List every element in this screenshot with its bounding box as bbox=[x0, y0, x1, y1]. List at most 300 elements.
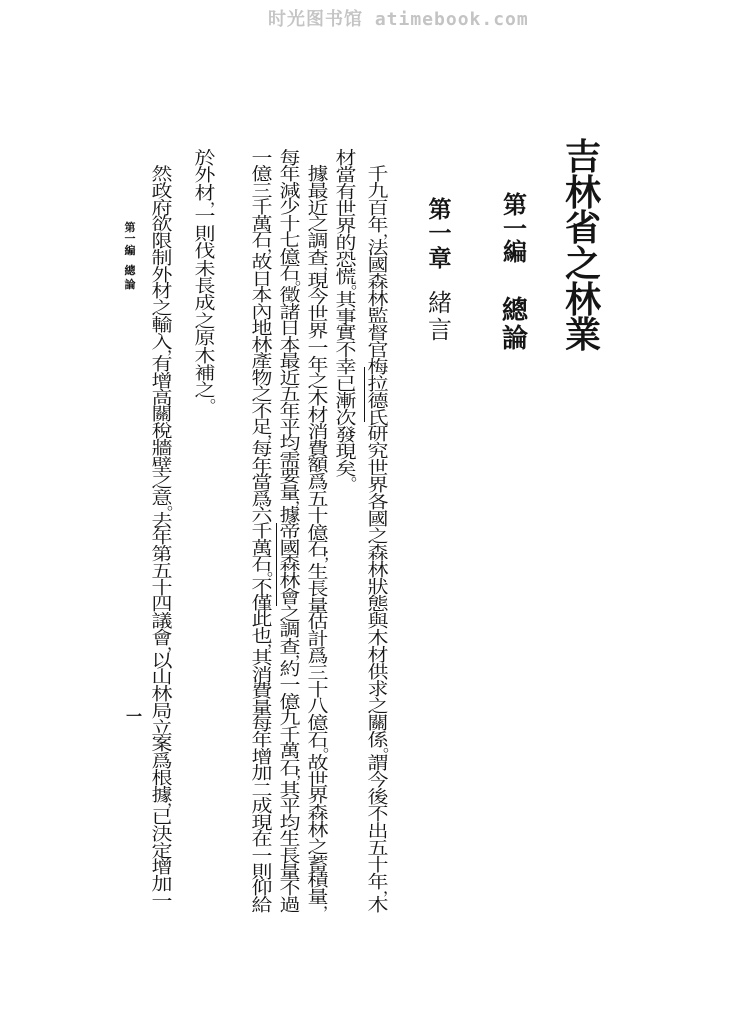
text-glyph: 德 bbox=[367, 390, 389, 412]
text-glyph: 年 bbox=[151, 526, 173, 549]
text-glyph: 加 bbox=[251, 762, 273, 784]
text-glyph: 當 bbox=[335, 164, 357, 186]
text-glyph: 據 bbox=[279, 504, 301, 526]
text-glyph: 態 bbox=[367, 593, 389, 615]
text-glyph: 三 bbox=[307, 662, 329, 684]
text-glyph: 爲 bbox=[307, 471, 329, 493]
text-glyph: 億 bbox=[307, 522, 329, 544]
punctuation-glyph: ， bbox=[166, 337, 183, 357]
text-glyph: 量 bbox=[307, 886, 329, 908]
text-glyph: 研 bbox=[367, 423, 389, 446]
text-glyph: 帝 bbox=[279, 520, 301, 543]
text-glyph: 實 bbox=[335, 322, 357, 345]
text-glyph: 已 bbox=[151, 806, 173, 828]
text-glyph: 界 bbox=[335, 215, 357, 237]
text-glyph: 一 bbox=[151, 890, 173, 912]
text-glyph: 界 bbox=[367, 474, 389, 496]
text-glyph: 仰 bbox=[251, 877, 273, 900]
body-column-5 bbox=[249, 147, 283, 916]
text-glyph: 千 bbox=[251, 520, 273, 543]
text-glyph: 爲 bbox=[307, 645, 329, 667]
text-glyph: 額 bbox=[307, 454, 329, 477]
text-glyph: 量 bbox=[307, 595, 329, 617]
text-glyph: 年 bbox=[251, 455, 273, 477]
text-glyph: 之 bbox=[307, 213, 329, 235]
text-glyph: 增 bbox=[251, 746, 273, 768]
text-glyph: 定 bbox=[151, 840, 173, 862]
chapter-title bbox=[425, 290, 455, 343]
text-glyph: 一 bbox=[307, 337, 329, 359]
text-glyph: 局 bbox=[151, 700, 173, 722]
text-glyph: 制 bbox=[151, 247, 173, 269]
text-glyph: 減 bbox=[279, 180, 301, 202]
text-glyph: 其 bbox=[251, 647, 273, 669]
text-glyph: 百 bbox=[367, 197, 389, 219]
text-glyph: 壁 bbox=[151, 454, 173, 476]
text-glyph: 據 bbox=[151, 784, 173, 806]
text-glyph: 輸 bbox=[151, 314, 173, 336]
text-glyph: 本 bbox=[251, 284, 273, 306]
text-glyph: 爲 bbox=[251, 488, 273, 510]
text-glyph: 論 bbox=[124, 277, 136, 291]
text-glyph: 一 bbox=[279, 674, 301, 696]
text-glyph: 府 bbox=[151, 196, 173, 219]
text-glyph: 幸 bbox=[335, 356, 357, 378]
text-glyph: 根 bbox=[151, 767, 173, 789]
text-glyph: 量 bbox=[279, 482, 301, 504]
text-glyph: 需 bbox=[279, 449, 301, 471]
text-glyph: 有 bbox=[335, 181, 357, 203]
text-glyph: 一 bbox=[251, 845, 273, 867]
text-glyph: 五 bbox=[151, 560, 173, 582]
text-glyph: 年 bbox=[279, 400, 301, 422]
text-glyph: 總 bbox=[124, 264, 136, 277]
text-glyph: 業 bbox=[564, 314, 601, 357]
punctuation-glyph: ； bbox=[322, 545, 339, 565]
text-glyph: 供 bbox=[367, 661, 389, 683]
text-glyph: 一 bbox=[124, 232, 136, 246]
text-glyph: 消 bbox=[251, 664, 273, 686]
text-glyph: 查 bbox=[307, 247, 329, 269]
text-glyph: 查 bbox=[279, 636, 301, 658]
text-glyph: 爲 bbox=[151, 750, 173, 772]
text-glyph: 國 bbox=[367, 508, 389, 530]
text-glyph: 僅 bbox=[251, 592, 273, 614]
text-glyph: 生 bbox=[307, 561, 329, 583]
running-header-part bbox=[122, 222, 138, 256]
text-glyph: 會 bbox=[151, 627, 173, 649]
body-column-6 bbox=[192, 147, 226, 406]
text-glyph: 原 bbox=[194, 327, 216, 349]
text-glyph: 國 bbox=[279, 537, 301, 559]
text-glyph: 則 bbox=[194, 223, 216, 245]
punctuation-glyph: ， bbox=[209, 189, 226, 209]
text-glyph: 林 bbox=[367, 288, 389, 310]
text-glyph: 也 bbox=[251, 625, 273, 647]
punctuation-glyph: 。 bbox=[350, 465, 367, 485]
text-glyph: 之 bbox=[367, 695, 389, 717]
text-glyph: 省 bbox=[564, 207, 601, 250]
text-glyph: 有 bbox=[151, 353, 173, 375]
text-glyph: 林 bbox=[151, 683, 173, 705]
text-glyph: 伐 bbox=[194, 240, 216, 262]
text-glyph: 世 bbox=[307, 303, 329, 325]
text-glyph: 均 bbox=[279, 432, 301, 455]
text-glyph: 緒 bbox=[428, 289, 452, 317]
text-glyph: 梅 bbox=[367, 356, 389, 378]
text-glyph: 石 bbox=[251, 553, 273, 575]
text-glyph: 石 bbox=[279, 262, 301, 284]
text-glyph: 石 bbox=[279, 757, 301, 779]
text-glyph: 一 bbox=[194, 205, 216, 227]
text-glyph: 每 bbox=[251, 438, 273, 460]
text-glyph: 平 bbox=[279, 416, 301, 438]
text-glyph: 不 bbox=[367, 803, 389, 825]
text-glyph: 拉 bbox=[367, 373, 389, 395]
text-glyph: 矣 bbox=[335, 458, 357, 480]
text-glyph: 十 bbox=[307, 505, 329, 527]
text-glyph: 計 bbox=[307, 628, 329, 650]
part-title bbox=[499, 298, 531, 353]
body-column-2 bbox=[333, 147, 367, 485]
text-glyph: 一 bbox=[503, 213, 527, 243]
text-glyph: 內 bbox=[251, 301, 273, 323]
text-glyph: 加 bbox=[151, 873, 173, 895]
text-glyph: 量 bbox=[251, 696, 273, 719]
punctuation-glyph: ， bbox=[266, 422, 283, 442]
text-glyph: 增 bbox=[151, 370, 173, 392]
text-glyph: 會 bbox=[279, 586, 301, 608]
text-glyph: 過 bbox=[279, 894, 301, 916]
text-glyph: 現 bbox=[335, 441, 357, 463]
text-glyph: 林 bbox=[307, 819, 329, 841]
text-glyph: 之 bbox=[151, 470, 173, 492]
part-number bbox=[499, 190, 531, 267]
text-glyph: 年 bbox=[367, 871, 389, 893]
text-glyph: 關 bbox=[367, 712, 389, 734]
text-glyph: 五 bbox=[279, 383, 301, 405]
text-glyph: 欲 bbox=[151, 213, 173, 235]
text-glyph: 徵 bbox=[279, 284, 301, 306]
punctuation-glyph: ， bbox=[294, 642, 311, 662]
text-glyph: 九 bbox=[367, 180, 389, 202]
text-glyph: 政 bbox=[151, 180, 173, 202]
text-glyph: 調 bbox=[307, 230, 329, 252]
text-glyph: 地 bbox=[251, 317, 273, 339]
page-number: 一 bbox=[125, 707, 142, 726]
text-glyph: 之 bbox=[251, 383, 273, 405]
text-glyph: 均 bbox=[279, 812, 301, 834]
text-glyph: 出 bbox=[367, 820, 389, 842]
proper-name-mark bbox=[276, 523, 277, 606]
text-glyph: 求 bbox=[367, 678, 389, 700]
text-glyph: 森 bbox=[307, 802, 329, 824]
text-glyph: 本 bbox=[279, 334, 301, 356]
text-glyph: 平 bbox=[279, 795, 301, 817]
text-glyph: 十 bbox=[151, 577, 173, 599]
punctuation-glyph: ， bbox=[294, 488, 311, 508]
text-glyph: 石 bbox=[307, 729, 329, 751]
punctuation-glyph: ， bbox=[382, 220, 399, 240]
text-glyph: 木 bbox=[367, 893, 389, 916]
text-glyph: 界 bbox=[307, 320, 329, 342]
text-glyph: 係 bbox=[367, 729, 389, 751]
text-glyph: 國 bbox=[367, 254, 389, 276]
text-glyph: 然 bbox=[151, 163, 173, 185]
text-glyph: 木 bbox=[194, 345, 216, 367]
running-header-title bbox=[122, 264, 138, 291]
text-glyph: 年 bbox=[307, 354, 329, 376]
punctuation-glyph: ， bbox=[382, 877, 399, 897]
chapter-number bbox=[425, 198, 455, 271]
text-glyph: 之 bbox=[151, 297, 173, 319]
text-glyph: 費 bbox=[307, 438, 329, 460]
punctuation-glyph: 。 bbox=[209, 386, 226, 406]
text-glyph: 案 bbox=[151, 733, 173, 755]
text-glyph: 長 bbox=[279, 845, 301, 867]
text-glyph: 六 bbox=[251, 504, 273, 526]
text-glyph: 吉 bbox=[564, 136, 601, 178]
text-glyph: 約 bbox=[279, 658, 301, 680]
text-glyph: 狀 bbox=[367, 576, 389, 598]
text-glyph: 十 bbox=[279, 213, 301, 235]
punctuation-glyph: ， bbox=[166, 790, 183, 810]
text-glyph: 萬 bbox=[251, 537, 273, 559]
text-glyph: 已 bbox=[335, 373, 357, 395]
text-glyph: 慌 bbox=[335, 266, 357, 288]
text-glyph: 費 bbox=[251, 680, 273, 702]
proper-name-mark bbox=[364, 367, 365, 422]
text-glyph: 估 bbox=[307, 611, 329, 634]
text-glyph: 四 bbox=[151, 593, 173, 616]
text-glyph: 材 bbox=[307, 404, 329, 426]
text-glyph: 之 bbox=[194, 310, 216, 332]
text-glyph: 千 bbox=[279, 724, 301, 746]
text-glyph: 長 bbox=[194, 275, 216, 297]
text-glyph: 恐 bbox=[335, 249, 357, 271]
text-glyph: 山 bbox=[151, 666, 173, 688]
text-glyph: 一 bbox=[251, 147, 273, 169]
text-glyph: 現 bbox=[251, 812, 273, 834]
text-glyph: 年 bbox=[251, 729, 273, 751]
text-glyph: 一 bbox=[428, 220, 452, 248]
text-glyph: 日 bbox=[279, 317, 301, 339]
text-glyph: 則 bbox=[251, 861, 273, 883]
text-glyph: 萬 bbox=[251, 213, 273, 235]
text-glyph: 於 bbox=[194, 147, 216, 169]
text-glyph: 決 bbox=[151, 823, 173, 845]
text-glyph: 世 bbox=[367, 457, 389, 480]
text-glyph: 漸 bbox=[335, 390, 357, 412]
text-glyph: 次 bbox=[335, 407, 357, 429]
text-glyph: 法 bbox=[367, 237, 389, 259]
text-glyph: 論 bbox=[501, 323, 528, 354]
text-glyph: 議 bbox=[151, 610, 173, 632]
text-glyph: 章 bbox=[428, 244, 452, 272]
text-glyph: 少 bbox=[279, 196, 301, 218]
text-glyph: 以 bbox=[151, 650, 173, 672]
text-glyph: 八 bbox=[307, 695, 329, 718]
text-glyph: 之 bbox=[307, 370, 329, 393]
text-glyph: 生 bbox=[279, 828, 301, 850]
text-glyph: 十 bbox=[367, 854, 389, 876]
body-column-4 bbox=[277, 147, 311, 916]
text-glyph: 足 bbox=[251, 416, 273, 438]
text-glyph: 稅 bbox=[151, 420, 173, 442]
text-glyph: 石 bbox=[251, 229, 273, 251]
text-glyph: 消 bbox=[307, 421, 329, 443]
text-glyph: 謂 bbox=[367, 752, 389, 774]
text-glyph: 限 bbox=[151, 230, 173, 252]
text-glyph: 最 bbox=[307, 180, 329, 202]
text-glyph: 十 bbox=[307, 679, 329, 701]
text-glyph: 的 bbox=[335, 232, 357, 254]
text-glyph: 林 bbox=[251, 334, 273, 356]
text-glyph: 高 bbox=[151, 387, 173, 409]
text-glyph: 總 bbox=[501, 296, 528, 326]
text-glyph: 未 bbox=[194, 258, 216, 280]
text-glyph: 日 bbox=[251, 268, 273, 290]
text-glyph: 官 bbox=[367, 339, 389, 361]
body-column-7 bbox=[149, 163, 183, 912]
site-watermark: 时光图书馆 atimebook.com bbox=[268, 9, 529, 30]
text-glyph: 現 bbox=[307, 270, 329, 292]
punctuation-glyph: 。 bbox=[266, 559, 283, 579]
text-glyph: 之 bbox=[279, 603, 301, 625]
book-title bbox=[561, 136, 605, 357]
punctuation-glyph: 。 bbox=[382, 735, 399, 755]
text-glyph: 界 bbox=[307, 785, 329, 807]
text-glyph: 編 bbox=[503, 237, 527, 267]
text-glyph: 與 bbox=[367, 610, 389, 632]
text-glyph: 事 bbox=[335, 305, 357, 328]
text-glyph: 森 bbox=[367, 271, 389, 293]
text-glyph: 督 bbox=[367, 322, 389, 344]
text-glyph: 言 bbox=[428, 315, 452, 344]
text-glyph: 諸 bbox=[279, 301, 301, 323]
text-glyph: 氏 bbox=[367, 406, 389, 429]
text-glyph: 要 bbox=[279, 465, 301, 487]
text-glyph: 九 bbox=[279, 707, 301, 729]
text-glyph: 補 bbox=[194, 362, 216, 384]
text-glyph: 最 bbox=[279, 350, 301, 372]
text-glyph: 林 bbox=[367, 559, 389, 581]
text-glyph: 當 bbox=[251, 471, 273, 493]
text-glyph: 之 bbox=[367, 525, 389, 547]
text-glyph: 意 bbox=[151, 487, 173, 509]
text-glyph: 林 bbox=[279, 570, 301, 592]
punctuation-glyph: 。 bbox=[294, 268, 311, 288]
text-glyph: 在 bbox=[251, 828, 273, 850]
punctuation-glyph: ， bbox=[266, 631, 283, 651]
text-glyph: 第 bbox=[151, 543, 173, 565]
punctuation-glyph: ， bbox=[322, 892, 339, 912]
text-glyph: 木 bbox=[307, 387, 329, 409]
text-glyph: 調 bbox=[279, 619, 301, 641]
text-glyph: 發 bbox=[335, 424, 357, 446]
text-glyph: 不 bbox=[251, 576, 273, 598]
text-glyph: 第 bbox=[503, 190, 527, 219]
text-glyph: 材 bbox=[194, 182, 216, 204]
punctuation-glyph: 。 bbox=[322, 735, 339, 755]
text-glyph: 第 bbox=[124, 221, 136, 234]
text-glyph: 世 bbox=[307, 769, 329, 791]
body-column-1 bbox=[365, 163, 399, 916]
text-glyph: 五 bbox=[367, 837, 389, 859]
text-glyph: 長 bbox=[307, 578, 329, 600]
punctuation-glyph: ； bbox=[294, 763, 311, 783]
text-glyph: 其 bbox=[279, 779, 301, 801]
text-glyph: 之 bbox=[564, 242, 601, 285]
text-glyph: 成 bbox=[194, 292, 216, 314]
text-glyph: 後 bbox=[367, 786, 389, 808]
text-glyph: 其 bbox=[335, 289, 357, 311]
text-glyph: 給 bbox=[251, 894, 273, 916]
text-glyph: 不 bbox=[251, 400, 273, 422]
text-glyph: 七 bbox=[279, 229, 301, 251]
text-glyph: 材 bbox=[335, 147, 357, 169]
text-glyph: 每 bbox=[279, 147, 301, 169]
text-glyph: 林 bbox=[564, 171, 601, 214]
text-glyph: 億 bbox=[307, 712, 329, 734]
text-glyph: 監 bbox=[367, 305, 389, 327]
text-glyph: 據 bbox=[307, 163, 329, 185]
text-glyph: 關 bbox=[151, 403, 173, 425]
text-glyph: 產 bbox=[251, 350, 273, 372]
text-glyph: 億 bbox=[251, 163, 273, 186]
text-glyph: 近 bbox=[279, 367, 301, 389]
punctuation-glyph: 。 bbox=[350, 272, 367, 292]
punctuation-glyph: ， bbox=[322, 253, 339, 273]
text-glyph: 立 bbox=[151, 717, 173, 739]
text-glyph: 五 bbox=[307, 488, 329, 510]
text-glyph: 石 bbox=[307, 538, 329, 561]
text-glyph: 森 bbox=[279, 553, 301, 575]
text-glyph: 二 bbox=[251, 779, 273, 801]
text-glyph: 森 bbox=[367, 542, 389, 564]
text-glyph: 量 bbox=[279, 861, 301, 883]
text-glyph: 故 bbox=[307, 752, 329, 774]
text-glyph: 億 bbox=[279, 246, 301, 268]
text-glyph: 去 bbox=[151, 510, 173, 532]
text-glyph: 此 bbox=[251, 608, 273, 631]
text-glyph: 今 bbox=[367, 769, 389, 791]
text-glyph: 不 bbox=[335, 339, 357, 362]
text-glyph: 萬 bbox=[279, 740, 301, 762]
text-glyph: 之 bbox=[194, 379, 216, 402]
text-glyph: 入 bbox=[151, 330, 173, 353]
text-glyph: 年 bbox=[279, 163, 301, 186]
punctuation-glyph: ， bbox=[266, 235, 283, 255]
text-glyph: 今 bbox=[307, 286, 329, 309]
text-glyph: 蓄 bbox=[307, 852, 329, 875]
text-glyph: 不 bbox=[279, 877, 301, 900]
text-glyph: 億 bbox=[279, 691, 301, 713]
text-glyph: 木 bbox=[367, 627, 389, 649]
text-glyph: 編 bbox=[124, 243, 136, 257]
text-glyph: 林 bbox=[564, 278, 601, 321]
text-glyph: 牆 bbox=[151, 437, 173, 459]
text-glyph: 千 bbox=[367, 163, 389, 185]
text-glyph: 究 bbox=[367, 440, 389, 463]
text-glyph: 成 bbox=[251, 795, 273, 817]
text-glyph: 每 bbox=[251, 713, 273, 735]
text-glyph: 積 bbox=[307, 869, 329, 891]
text-glyph: 故 bbox=[251, 251, 273, 274]
text-glyph: 各 bbox=[367, 491, 389, 513]
text-glyph: 增 bbox=[151, 856, 173, 879]
text-glyph: 千 bbox=[251, 196, 273, 218]
